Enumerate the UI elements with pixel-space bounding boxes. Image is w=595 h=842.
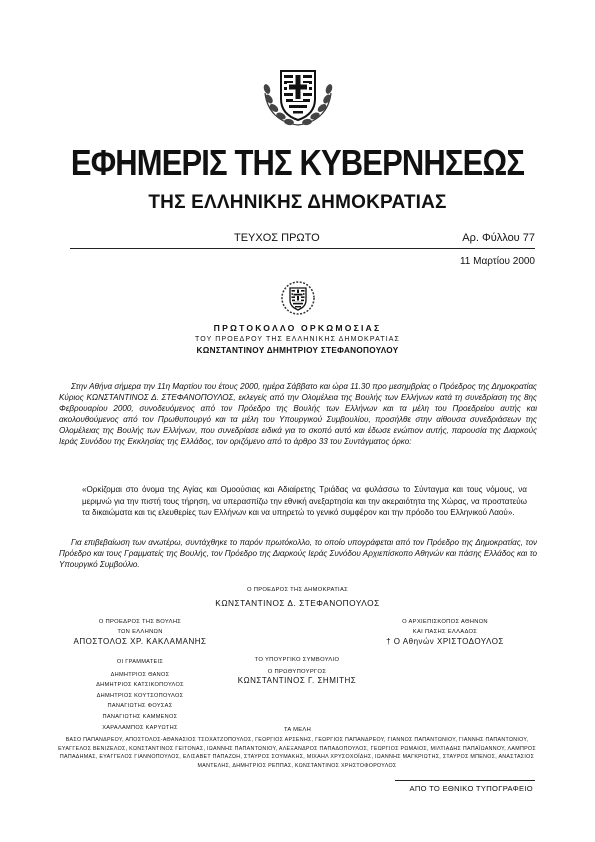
cabinet-title: ΤΟ ΥΠΟΥΡΓΙΚΟ ΣΥΜΒΟΥΛΙΟ [254,657,340,663]
secretaries-title: ΟΙ ΓΡΑΜΜΑΤΕΙΣ [116,659,164,665]
ministers-title: ΤΑ ΜΕΛΗ [283,727,312,733]
secretary-name: ΔΗΜΗΤΡΙΟΣ ΚΑΤΣΙΚΟΠΟΥΛΟΣ [96,682,184,689]
intro-paragraph [59,382,537,447]
gazette-title: ΕΦΗΜΕΡΙΣ ΤΗΣ ΚΥΒΕΡΝΗΣΕΩΣ [70,142,525,183]
footer-divider [395,780,535,781]
masthead-divider [70,248,535,249]
secretary-name: ΔΗΜΗΤΡΙΟΣ ΘΑΝΟΣ [110,671,170,678]
intro-paragraph-text: Στην Αθήνα σήμερα την 11η Μαρτίου του έτους 2000, ημέρα Σάββατο και ώρα 11.30 προ μεσημβρίας ο Πρόεδρος της Δημοκρατίας Κύριος ΚΩΝΣΤΑΝΤΙΝΟΣ Δ. ΣΤΕΦΑΝΟΠΟΥΛΟΣ, εκλεγείς από την Ολομέλεια της Βουλής των Ελλήνων κατά τη συνεδρίαση της 8ης Φεβρουαρίου 2000, συνοδευόμενος από τον Πρόεδρο της Βουλής των Ελλήνων και τα μέλη του Προεδρείου αυτής και ακολουθούμενος από τον Πρωθυπουργό και τα μέλη του Υπουργικού Συμβουλίου, προσήλθε στην αίθουσα συνεδριάσεων της Ολομέλειας της Βουλής των Ελλήνων, που συνεδρίασε ειδικά για το σκοπό αυτό και έδωσε ενώπιον αυτής, παρουσία της Διαρκούς Ιεράς Συνόδου της Εκκλησίας της Ελλάδος, τον οριζόμενο από το άρθρο 33 του Συντάγματος όρκο: [59,382,537,446]
closing-paragraph [59,538,537,571]
protocol-heading: ΠΡΩΤΟΚΟΛΛΟ ΟΡΚΩΜΟΣΙΑΣ [213,323,382,333]
secretary-name: ΠΑΝΑΓΙΩΤΗΣ ΚΑΜΜΕΝΟΣ [102,713,178,720]
issue-info-bar [70,232,535,246]
parliament-president-name: ΑΠΟΣΤΟΛΟΣ ΧΡ. ΚΑΚΛΑΜΑΝΗΣ [73,637,207,646]
parliament-title-2: ΤΩΝ ΕΛΛΗΝΩΝ [117,629,163,635]
coat-of-arms-emblem [257,65,339,133]
pm-title: Ο ΠΡΩΘΥΠΟΥΡΓΟΣ [267,669,327,675]
protocol-president-name: ΚΩΝΣΤΑΝΤΙΝΟΥ ΔΗΜΗΤΡΙΟΥ ΣΤΕΦΑΝΟΠΟΥΛΟΥ [196,346,399,355]
pm-name: ΚΩΝΣΤΑΝΤΙΝΟΣ Γ. ΣΗΜΙΤΗΣ [237,676,357,685]
issue-label: ΤΕΥΧΟΣ ΠΡΩΤΟ [234,232,320,244]
archbishop-title-2: ΚΑΙ ΠΑΣΗΣ ΕΛΛΑΔΟΣ [412,629,478,635]
secretary-name: ΠΑΝΑΓΙΩΤΗΣ ΦΟΥΣΑΣ [107,703,173,710]
ministers-list: ΒΑΣΟ ΠΑΠΑΝΔΡΕΟΥ, ΑΠΟΣΤΟΛΟΣ-ΑΘΑΝΑΣΙΟΣ ΤΣΟΧΑΤΖΟΠΟΥΛΟΣ, ΓΕΩΡΓΙΟΣ ΑΡΣΕΝΗΣ, ΓΕΩΡΓΙΟΣ ΠΑΠΑΝΔΡΕΟΥ, ΓΙΑΝΝΟΣ ΠΑΠΑΝΤΩΝΙΟΥ, ΓΙΑΝΝΗΣ ΠΑΠΑΝΤΩΝΙΟΥ, ΕΥΑΓΓΕΛΟΣ ΒΕΝΙΖΕΛΟΣ, ΚΩΝΣΤΑΝΤΙΝΟΣ ΓΕΙΤΟΝΑΣ, ΙΩΑΝΝΗΣ ΠΑΠΑΝΤΩΝΙΟΥ, ΑΛΕΞΑΝΔΡΟΣ ΠΑΠΑΔΟΠΟΥΛΟΣ, ΓΕΩΡΓΙΟΣ ΡΩΜΑΙΟΣ, ΜΙΛΤΙΑΔΗΣ ΠΑΠΑΪΩΑΝΝΟΥ, ΛΑΜΠΡΟΣ ΠΑΠΑΔΗΜΑΣ, ΕΥΑΓΓΕΛΟΣ ΓΙΑΝΝΟΠΟΥΛΟΣ, ΕΛΙΣΑΒΕΤ ΠΑΠΑΖΩΗ, ΣΤΑΥΡΟΣ ΣΟΥΜΑΚΗΣ, ΜΙΧΑΗΛ ΧΡΥΣΟΧΟΪΔΗΣ, ΙΩΑΝΝΗΣ ΜΑΓΚΡΙΩΤΗΣ, ΣΤΑΥΡΟΣ ΜΠΕΝΟΣ, ΑΝΑΣΤΑΣΙΟΣ ΜΑΝΤΕΛΗΣ, ΔΗΜΗΤΡΙΟΣ ΡΕΠΠΑΣ, ΚΩΝΣΤΑΝΤΙΝΟΣ ΧΡΗΣΤΟΦΟΡΟΥΛΟΣ [58,737,536,769]
president-signature-name: ΚΩΝΣΤΑΝΤΙΝΟΣ Δ. ΣΤΕΦΑΝΟΠΟΥΛΟΣ [215,598,380,608]
issue-date: 11 Μαρτίου 2000 [459,256,535,267]
gazette-subtitle: ΤΗΣ ΕΛΛΗΝΙΚΗΣ ΔΗΜΟΚΡΑΤΙΑΣ [148,192,447,213]
small-coat-of-arms-emblem [280,280,316,316]
oath-text: «Ορκίζομαι στο όνομα της Αγίας και Ομοούσιας και Αδιαίρετης Τριάδας να φυλάσσω το Σύνταγμα και τους νόμους, να μεριμνώ για την πιστή τους τήρηση, να υπερασπίζω την εθνική ανεξαρτησία και την ακεραιότητα της Χώρας, να προστατεύω τα δικαιώματα και τις ελευθερίες των Ελλήνων και να υπηρετώ το γενικό συμφέρον και την πρόοδο του Ελληνικού Λαού». [82,485,527,517]
president-title: Ο ΠΡΟΕΔΡΟΣ ΤΗΣ ΔΗΜΟΚΡΑΤΙΑΣ [246,587,349,593]
archbishop-title-1: Ο ΑΡΧΙΕΠΙΣΚΟΠΟΣ ΑΘΗΝΩΝ [402,619,488,625]
footer-printer: ΑΠΟ ΤΟ ΕΘΝΙΚΟ ΤΥΠΟΓΡΑΦΕΙΟ [409,784,533,793]
sheet-number: Αρ. Φύλλου 77 [462,232,535,244]
parliament-title-1: Ο ΠΡΟΕΔΡΟΣ ΤΗΣ ΒΟΥΛΗΣ [98,619,182,625]
cabinet-block [212,657,382,685]
secretary-name: ΧΑΡΑΛΑΜΠΟΣ ΚΑΡΥΩΤΗΣ [102,724,178,731]
secretary-name: ΔΗΜΗΤΡΙΟΣ ΚΟΥΤΣΟΠΟΥΛΟΣ [96,692,184,699]
parliament-president-block [55,619,225,646]
archbishop-name: † Ο Αθηνών ΧΡΙΣΤΟΔΟΥΛΟΣ [386,637,504,646]
closing-paragraph-text: Για επιβεβαίωση των ανωτέρω, συντάχθηκε το παρόν πρωτόκολλο, το οποίο υπογράφεται από τον Πρόεδρο της Δημοκρατίας, τον Πρόεδρο και τους Γραμματείς της Βουλής, τον Πρόεδρο της Διαρκούς Ιεράς Συνόδου Αρχιεπίσκοπο Αθηνών και πάσης Ελλάδος και το Υπουργικό Συμβούλιο. [59,538,537,569]
secretaries-block [55,657,225,733]
archbishop-block [360,619,530,646]
protocol-subheading: ΤΟΥ ΠΡΟΕΔΡΟΥ ΤΗΣ ΕΛΛΗΝΙΚΗΣ ΔΗΜΟΚΡΑΤΙΑΣ [195,336,400,343]
